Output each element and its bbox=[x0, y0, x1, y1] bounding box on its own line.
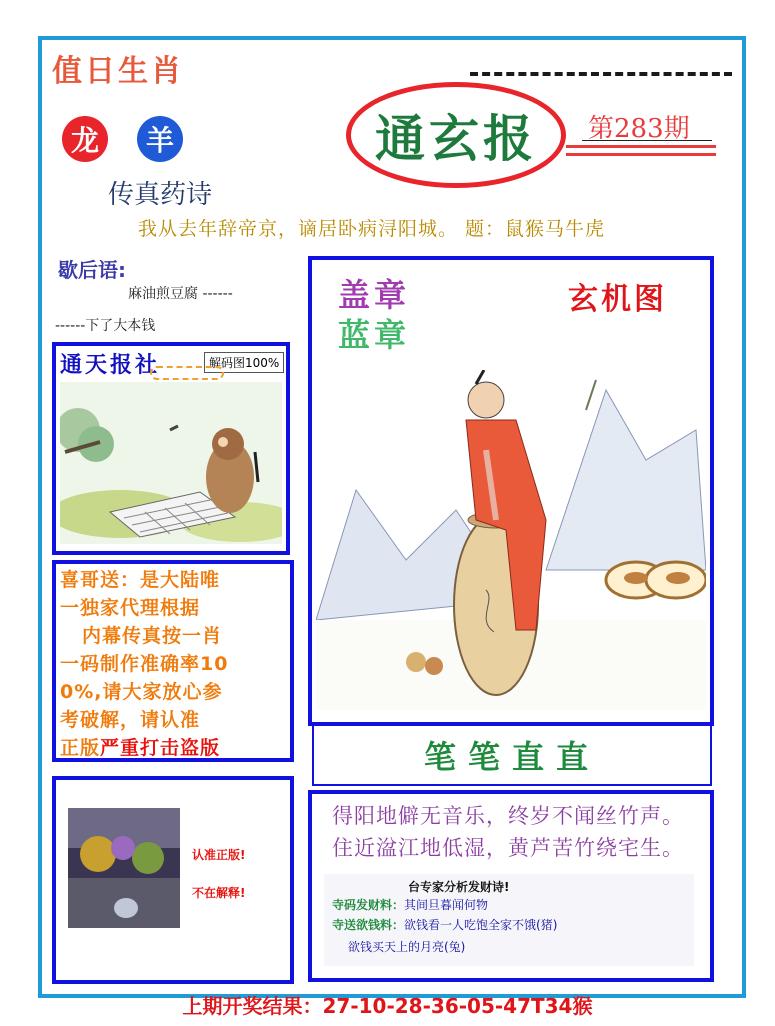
issue-number: 第283期 bbox=[588, 114, 690, 144]
xiehouyu-line2: ------下了大本钱 bbox=[55, 318, 156, 334]
masthead-ellipse bbox=[346, 82, 566, 188]
header-dash-line bbox=[470, 72, 732, 76]
bibi-text: 笔笔直直 bbox=[423, 738, 600, 776]
xuanjitu-box bbox=[308, 256, 714, 726]
tongtian-badge: 解码图100% bbox=[204, 352, 284, 373]
promo-line-3: 内幕传真按一肖 bbox=[82, 625, 223, 647]
promo-line-6: 考破解，请认准 bbox=[60, 709, 201, 731]
issue-underline bbox=[582, 140, 712, 142]
photo-caption-1: 认准正版! bbox=[192, 848, 246, 862]
expert-row1-label: 寺码发财料： bbox=[332, 898, 405, 912]
expert-row1-value: 其间旦暮闻何物 bbox=[404, 898, 489, 912]
promo-line-7a: 正版 bbox=[60, 737, 101, 759]
zodiac-badge-goat: 羊 bbox=[137, 116, 183, 162]
expert-panel bbox=[324, 874, 694, 966]
photo-caption-2: 不在解释! bbox=[192, 886, 246, 900]
promo-box bbox=[52, 560, 294, 762]
verse-line-1: 得阳地僻无音乐，终岁不闻丝竹声。 bbox=[332, 804, 684, 828]
promo-line-4: 一码制作准确率10 bbox=[60, 653, 229, 675]
expert-row2-label: 寺送欲钱料： bbox=[332, 918, 405, 932]
issue-red-double-line bbox=[566, 145, 716, 156]
expert-row3: 欲钱买天上的月亮(兔) bbox=[348, 940, 466, 954]
chess-monkey-illustration bbox=[60, 382, 282, 544]
promo-line-1: 喜哥送：是大陆唯 bbox=[60, 569, 221, 591]
promo-line-2: 一独家代理根据 bbox=[60, 597, 201, 619]
man-with-jar-illustration bbox=[316, 370, 706, 710]
expert-row2-value: 欲钱看一人吃饱全家不饿(猪) bbox=[404, 918, 558, 932]
tongtian-title: 通天报社 bbox=[60, 352, 161, 378]
tongtian-doodle bbox=[150, 366, 224, 380]
xuanjitu-title: 玄机图 bbox=[568, 282, 667, 317]
masthead-title: 通玄报 bbox=[375, 109, 537, 168]
xiehouyu-line1: 麻油煎豆腐 ------ bbox=[128, 286, 233, 302]
fax-poem-title: 传真药诗 bbox=[108, 180, 213, 210]
stamp-purple: 盖章 bbox=[338, 276, 411, 314]
xiehouyu-label: 歇后语: bbox=[58, 258, 126, 282]
zodiac-title: 值日生肖 bbox=[52, 54, 184, 89]
expert-title: 台专家分析发财诗! bbox=[408, 880, 510, 894]
promo-line-7b: 严重打击盗版 bbox=[100, 737, 221, 759]
zodiac-badge-dragon: 龙 bbox=[62, 116, 108, 162]
small-photo-box bbox=[52, 776, 294, 984]
tongtian-box bbox=[52, 342, 290, 555]
night-garden-photo bbox=[68, 808, 180, 928]
promo-line-5: 0%,请大家放心参 bbox=[60, 681, 223, 703]
stamp-green: 蓝章 bbox=[338, 316, 411, 354]
verse-line-2: 住近湓江地低湿，黄芦苦竹绕宅生。 bbox=[332, 836, 684, 860]
bibi-box bbox=[312, 724, 712, 786]
footer-results: 上期开奖结果：27-10-28-36-05-47T34猴 bbox=[182, 994, 593, 1018]
poem-line: 我从去年辞帝京，谪居卧病浔阳城。 题：鼠猴马牛虎 bbox=[138, 218, 606, 240]
verse-box bbox=[308, 790, 714, 982]
